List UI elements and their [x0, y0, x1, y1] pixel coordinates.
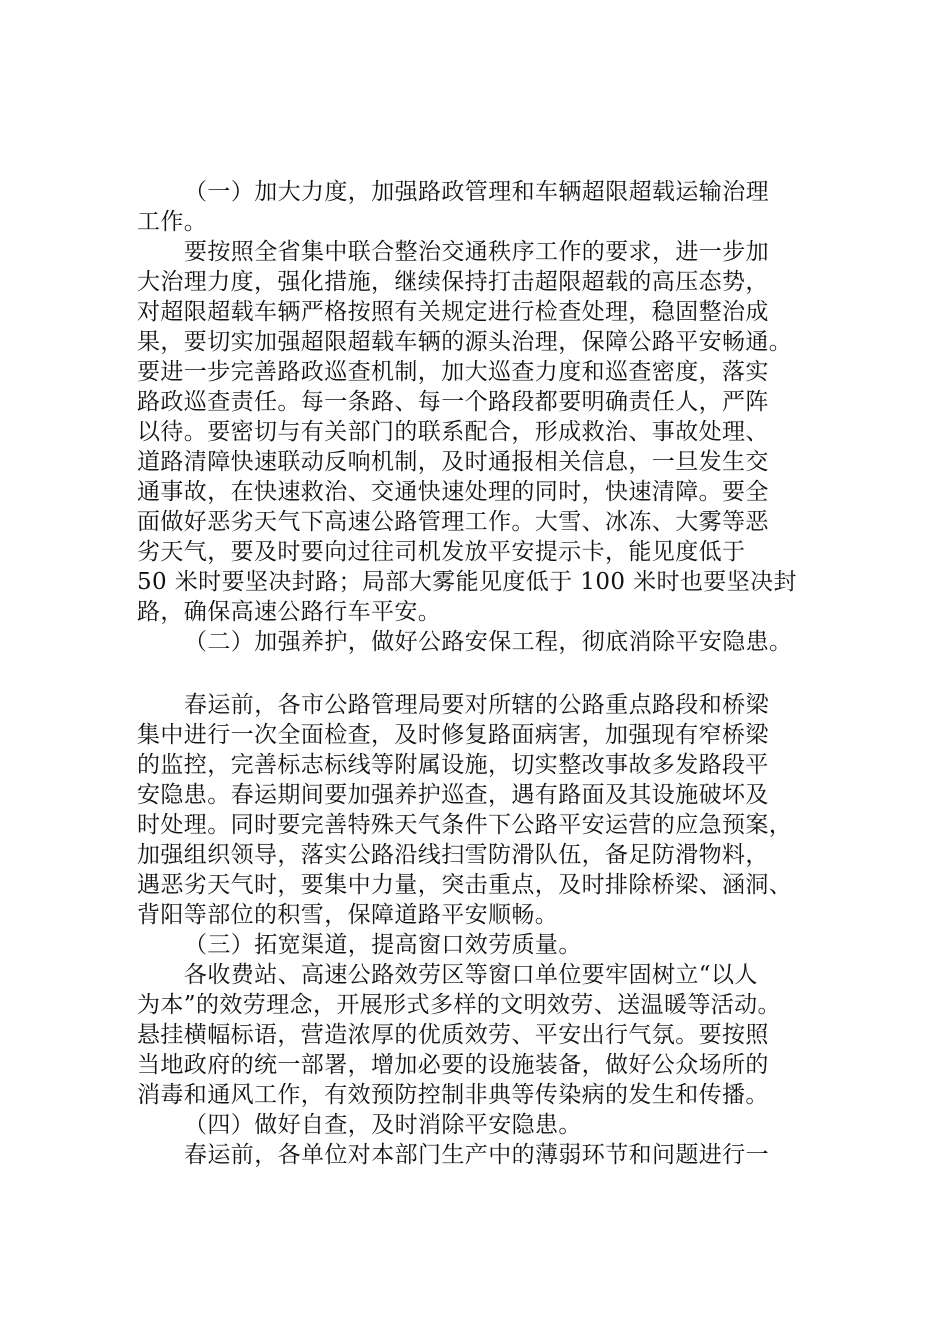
text-line: 果，要切实加强超限超载车辆的源头治理，保障公路平安畅通。	[137, 329, 793, 355]
text-line: 集中进行一次全面检查，及时修复路面病害，加强现有窄桥梁	[137, 722, 769, 748]
text-line: 劣天气，要及时要向过往司机发放平安提示卡，能见度低于	[137, 539, 746, 565]
heading-section-3: （三）拓宽渠道，提高窗口效劳质量。	[184, 932, 582, 958]
text-line: 安隐患。春运期间要加强养护巡查，遇有路面及其设施破坏及	[137, 782, 769, 808]
text-line: 加强组织领导，落实公路沿线扫雪防滑队伍，备足防滑物料，	[137, 842, 769, 868]
text-line: 春运前，各市公路管理局要对所辖的公路重点路段和桥梁	[184, 692, 769, 718]
text-line: 通事故，在快速救治、交通快速处理的同时，快速清障。要全	[137, 479, 769, 505]
text-line: 要按照全省集中联合整治交通秩序工作的要求，进一步加	[184, 239, 769, 265]
text-line: 50 米时要坚决封路；局部大雾能见度低于 100 米时也要坚决封	[137, 569, 797, 595]
text-line: 悬挂横幅标语，营造浓厚的优质效劳、平安出行气氛。要按照	[137, 1022, 769, 1048]
text-line: 消毒和通风工作，有效预防控制非典等传染病的发生和传播。	[137, 1082, 769, 1108]
heading-section-4: （四）做好自查，及时消除平安隐患。	[184, 1112, 582, 1138]
text-line: 大治理力度，强化措施，继续保持打击超限超载的高压态势，	[137, 269, 769, 295]
text-line: 以待。要密切与有关部门的联系配合，形成救治、事故处理、	[137, 419, 769, 445]
text-line: 路政巡查责任。每一条路、每一个路段都要明确责任人，严阵	[137, 389, 769, 415]
text-line: 春运前，各单位对本部门生产中的薄弱环节和问题进行一	[184, 1142, 769, 1168]
text-line: 路，确保高速公路行车平安。	[137, 599, 442, 625]
text-line: 工作。	[137, 209, 208, 235]
text-line: 当地政府的统一部署，增加必要的设施装备，做好公众场所的	[137, 1052, 769, 1078]
text-line: 遇恶劣天气时，要集中力量，突击重点，及时排除桥梁、涵洞、	[137, 872, 793, 898]
heading-section-2: （二）加强养护，做好公路安保工程，彻底消除平安隐患。	[184, 629, 793, 655]
text-line: 面做好恶劣天气下高速公路管理工作。大雪、冰冻、大雾等恶	[137, 509, 769, 535]
text-line: 各收费站、高速公路效劳区等窗口单位要牢固树立“以人	[184, 962, 758, 988]
text-line: 道路清障快速联动反响机制，及时通报相关信息，一旦发生交	[137, 449, 769, 475]
text-line: 背阳等部位的积雪，保障道路平安顺畅。	[137, 902, 559, 928]
text-line: 的监控，完善标志标线等附属设施，切实整改事故多发路段平	[137, 752, 769, 778]
text-line: 时处理。同时要完善特殊天气条件下公路平安运营的应急预案，	[137, 812, 793, 838]
text-line: 对超限超载车辆严格按照有关规定进行检查处理，稳固整治成	[137, 299, 769, 325]
heading-section-1: （一）加大力度，加强路政管理和车辆超限超载运输治理	[184, 179, 769, 205]
text-line: 为本”的效劳理念，开展形式多样的文明效劳、送温暖等活动。	[137, 992, 781, 1018]
text-line: 要进一步完善路政巡查机制，加大巡查力度和巡查密度，落实	[137, 359, 769, 385]
